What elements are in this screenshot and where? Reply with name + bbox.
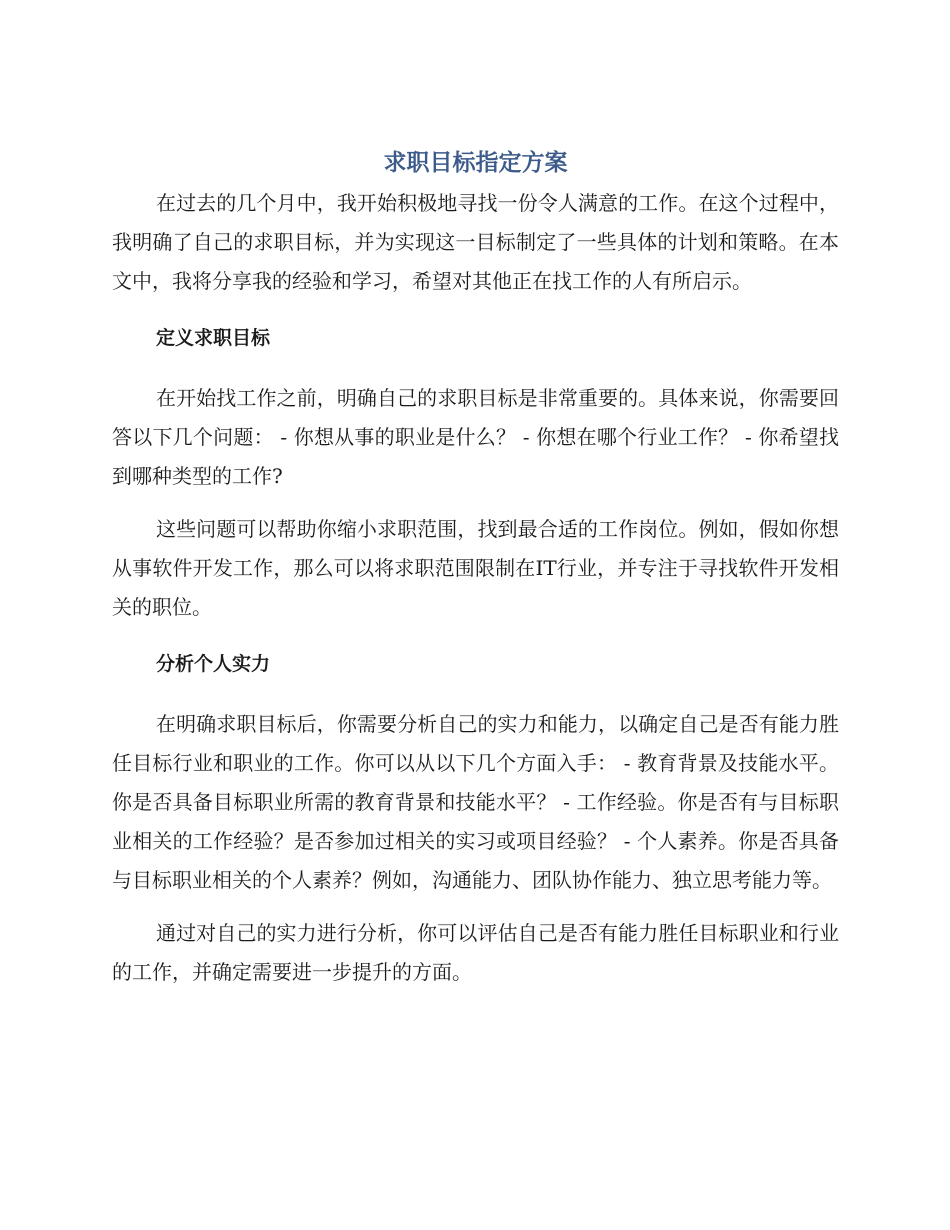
document-page [112,148,839,1006]
intro-paragraph: 在过去的几个月中，我开始积极地寻找一份令人满意的工作。在这个过程中，我明确了自己的求职目标，并为实现这一目标制定了一些具体的计划和策略。在本文中，我将分享我的经验和学习，希望对其他正在找工作的人有所启示。 [112,191,839,293]
section-heading-define-goal: 定义求职目标 [156,327,271,349]
section-1-paragraph-2: 这些问题可以帮助你缩小求职范围，找到最合适的工作岗位。例如，假如你想从事软件开发工作，那么可以将求职范围限制在IT行业，并专注于寻找软件开发相关的职位。 [112,517,839,619]
document-title: 求职目标指定方案 [383,150,568,176]
section-2-paragraph-2: 通过对自己的实力进行分析，你可以评估自己是否有能力胜任目标职业和行业的工作，并确定需要进一步提升的方面。 [112,921,839,984]
section-heading-analyze-strength: 分析个人实力 [156,653,271,675]
section-2-paragraph-1: 在明确求职目标后，你需要分析自己的实力和能力，以确定自己是否有能力胜任目标行业和职业的工作。你可以从以下几个方面入手： - 教育背景及技能水平。你是否具备目标职业所需的教育背景和技能水平？ - 工作经验。你是否有与目标职业相关的工作经验？是否参加过相关的实习或项目经验？ - 个人素养。你是否具备与目标职业相关的个人素养？例如，沟通能力、团队协作能力、独立思考能力等。 [112,712,839,892]
section-1-paragraph-1: 在开始找工作之前，明确自己的求职目标是非常重要的。具体来说，你需要回答以下几个问题： - 你想从事的职业是什么？ - 你想在哪个行业工作？ - 你希望找到哪种类型的工作? [112,386,839,488]
